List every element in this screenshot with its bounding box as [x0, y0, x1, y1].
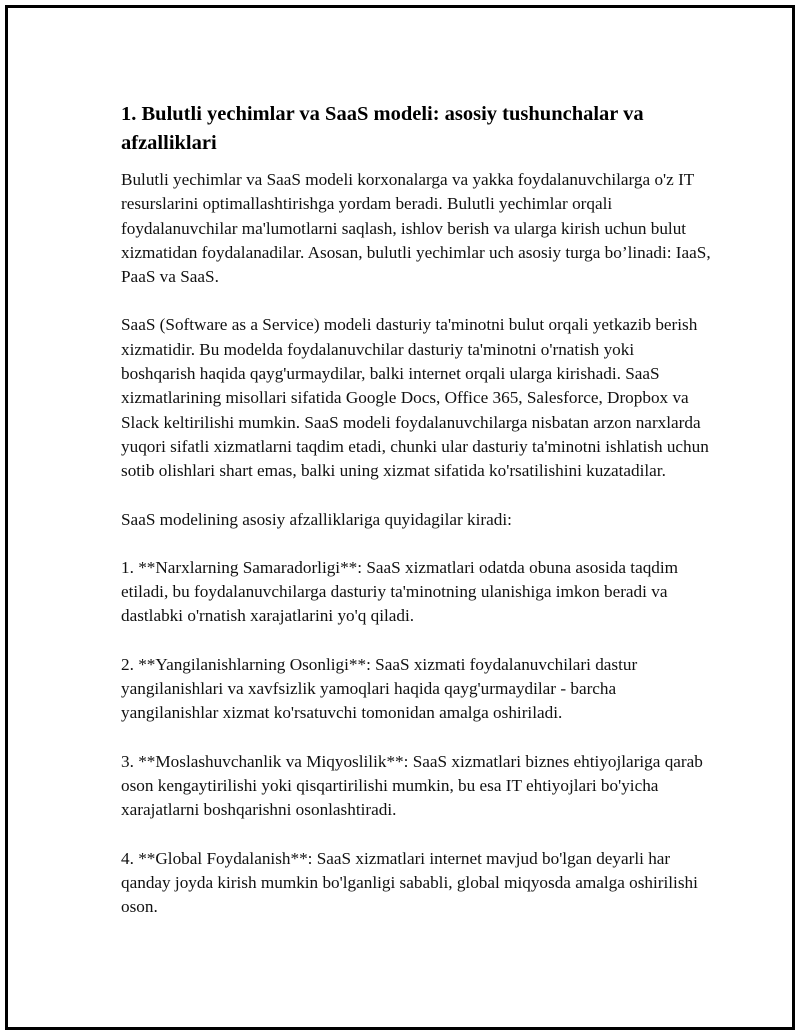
- page-frame: [5, 5, 795, 1030]
- list-item-easy-updates: 2. **Yangilanishlarning Osonligi**: SaaS xizmati foydalanuvchilari dastur yangilanishlari va xavfsizlik yamoqlari haqida qayg'urmaydilar - barcha yangilanishlar xizmat ko'rsatuvchi tomonidan amalga oshiriladi.: [121, 654, 638, 723]
- document-title: 1. Bulutli yechimlar va SaaS modeli: asosiy tushunchalar va afzalliklari: [121, 103, 644, 154]
- paragraph-intro: Bulutli yechimlar va SaaS modeli korxonalarga va yakka foydalanuvchilarga o'z IT resurslarini optimallashtirishga yordam beradi. Bulutli yechimlar orqali foydalanuvchilar ma'lumotlarni saqlash, ishlov berish va ularga kirish uchun bulut xizmatidan foydalanadilar. Asosan, bulutli yechimlar uch asosiy turga bo’linadi: IaaS, PaaS va SaaS.: [121, 170, 711, 287]
- document-body: [121, 100, 711, 943]
- list-item-global-access: 4. **Global Foydalanish**: SaaS xizmatlari internet mavjud bo'lgan deyarli har qanday joyda kirish mumkin bo'lganligi sababli, global miqyosda amalga oshirilishi oson.: [121, 848, 698, 917]
- paragraph-advantages-lead: SaaS modelining asosiy afzalliklariga quyidagilar kiradi:: [121, 509, 512, 529]
- paragraph-saas-definition: SaaS (Software as a Service) modeli dasturiy ta'minotni bulut orqali yetkazib berish xizmatidir. Bu modelda foydalanuvchilar dasturiy ta'minotni o'rnatish yoki boshqarish haqida qayg'urmaydilar, balki internet orqali ularga kirishadi. SaaS xizmatlarining misollari sifatida Google Docs, Office 365, Salesforce, Dropbox va Slack keltirilishi mumkin. SaaS modeli foydalanuvchilarga nisbatan arzon narxlarda yuqori sifatli xizmatlarni taqdim etadi, chunki ular dasturiy ta'minotni ishlatish uchun sotib olishlari shart emas, balki uning xizmat sifatida ko'rsatilishini kuzatadilar.: [121, 315, 709, 481]
- list-item-scalability: 3. **Moslashuvchanlik va Miqyoslilik**: SaaS xizmatlari biznes ehtiyojlariga qarab oson kengaytirilishi yoki qisqartirilishi mumkin, bu esa IT ehtiyojlari bo'yicha xarajatlarni boshqarishni osonlashtiradi.: [121, 751, 703, 820]
- list-item-cost-efficiency: 1. **Narxlarning Samaradorligi**: SaaS xizmatlari odatda obuna asosida taqdim etiladi, bu foydalanuvchilarga dasturiy ta'minotning ulanishiga imkon beradi va dastlabki o'rnatish xarajatlarini yo'q qiladi.: [121, 557, 679, 626]
